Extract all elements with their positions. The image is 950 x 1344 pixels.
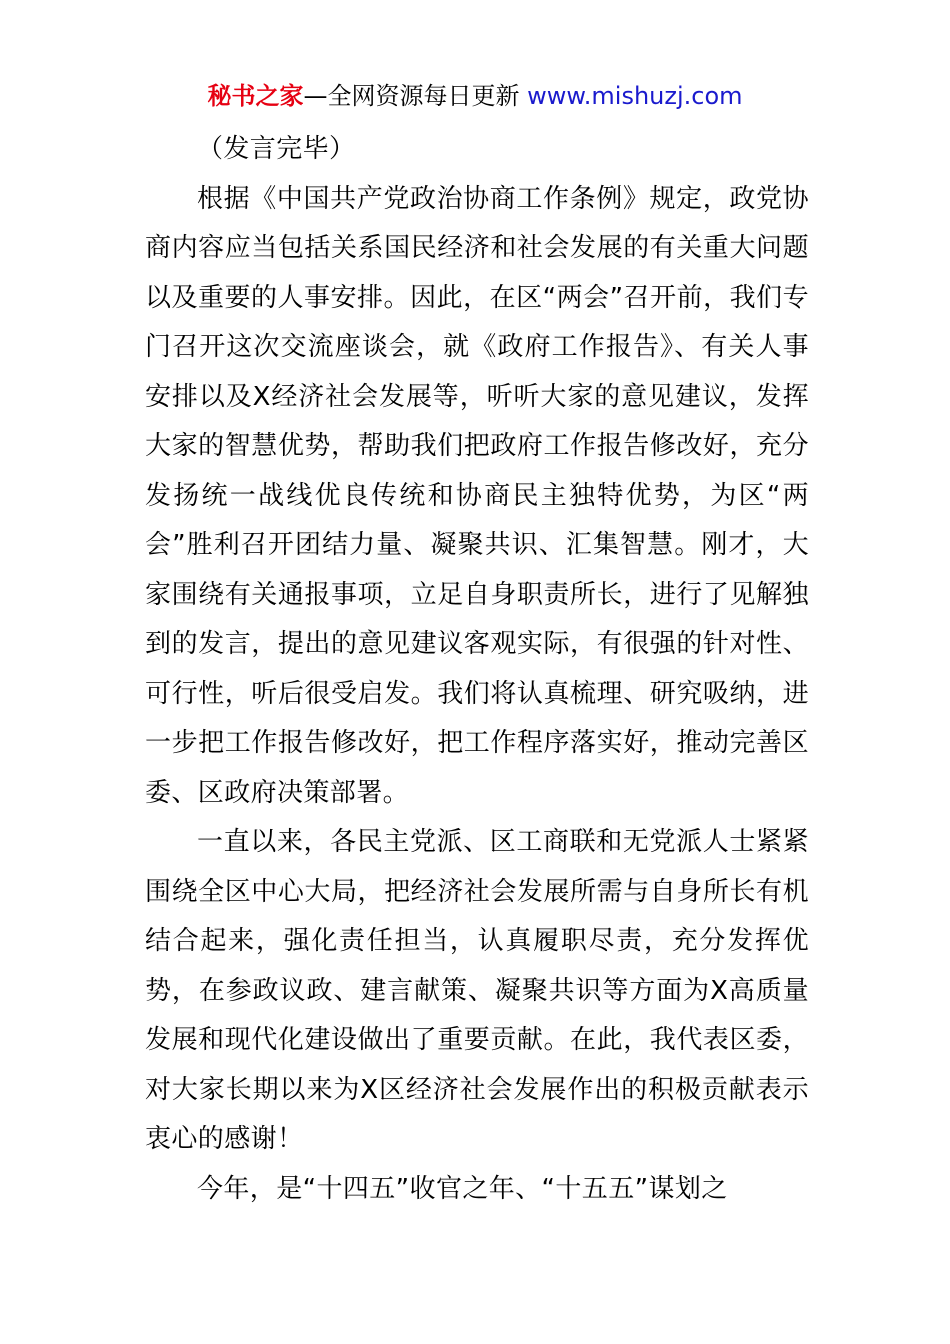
- document-body: [145, 125, 809, 1214]
- site-header: [0, 80, 950, 112]
- site-brand: 秘书之家: [207, 82, 304, 110]
- closing-note: （发言完毕）: [197, 134, 356, 164]
- site-url[interactable]: www.mishuzj.com: [527, 82, 743, 110]
- paragraph: 今年，是“十四五”收官之年、“十五五”谋划之: [197, 1173, 728, 1204]
- site-tagline: —全网资源每日更新: [303, 82, 528, 110]
- paragraph: 根据《中国共产党政治协商工作条例》规定，政党协商内容应当包括关系国民经济和社会发展的有关重大问题以及重要的人事安排。因此，在区“两会”召开前，我们专门召开这次交流座谈会，就《政府工作报告》、有关人事安排以及X经济社会发展等，听听大家的意见建议，发挥大家的智慧优势，帮助我们把政府工作报告修改好，充分发扬统一战线优良传统和协商民主独特优势，为区“两会”胜利召开团结力量、凝聚共识、汇集智慧。刚才，大家围绕有关通报事项，立足自身职责所长，进行了见解独到的发言，提出的意见建议客观实际，有很强的针对性、可行性，听后很受启发。我们将认真梳理、研究吸纳，进一步把工作报告修改好，把工作程序落实好，推动完善区委、区政府决策部署。: [145, 183, 809, 808]
- paragraph: 一直以来，各民主党派、区工商联和无党派人士紧紧围绕全区中心大局，把经济社会发展所需与自身所长有机结合起来，强化责任担当，认真履职尽责，充分发挥优势，在参政议政、建言献策、凝聚共识等方面为X高质量发展和现代化建设做出了重要贡献。在此，我代表区委，对大家长期以来为X区经济社会发展作出的积极贡献表示衷心的感谢！: [145, 827, 809, 1154]
